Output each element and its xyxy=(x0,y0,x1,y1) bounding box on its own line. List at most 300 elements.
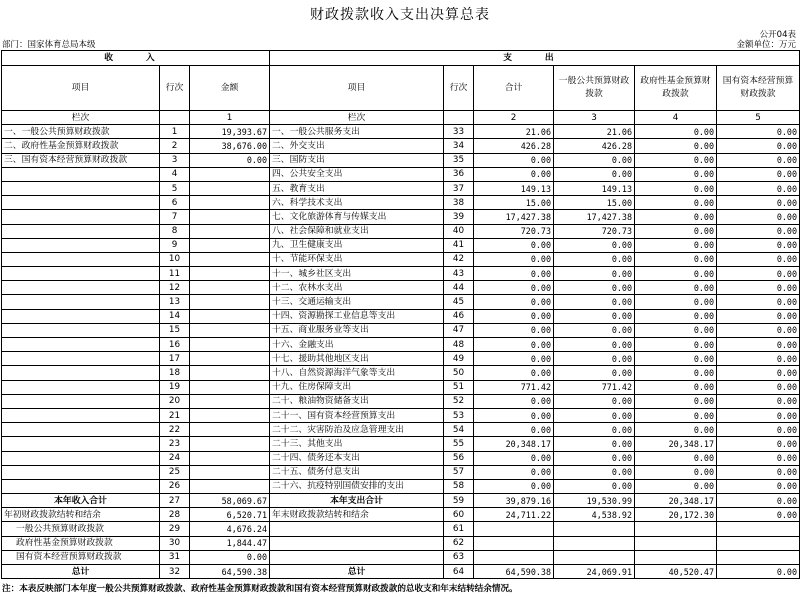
expense-item: 十七、援助其他地区支出 xyxy=(270,352,444,366)
table-row xyxy=(2,338,800,352)
income-amount xyxy=(190,423,270,437)
expense-item: 总计 xyxy=(270,565,444,579)
income-row-no: 13 xyxy=(160,295,190,309)
expense-item: 二十、粮油物资储备支出 xyxy=(270,394,444,408)
expense-total: 24,711.22 xyxy=(474,508,554,522)
table-row xyxy=(2,323,800,337)
expense-row-no: 46 xyxy=(444,309,474,323)
expense-row-no: 40 xyxy=(444,224,474,238)
expense-state: 0.00 xyxy=(717,238,800,252)
expense-fund: 0.00 xyxy=(635,167,717,181)
income-row-no: 7 xyxy=(160,210,190,224)
table-row xyxy=(2,238,800,252)
expense-fund: 0.00 xyxy=(635,252,717,266)
expense-total xyxy=(474,550,554,564)
income-amount xyxy=(190,352,270,366)
expense-row-no: 34 xyxy=(444,139,474,153)
income-item xyxy=(2,423,160,437)
income-item: 三、国有资本经营预算财政拨款 xyxy=(2,153,160,167)
expense-item: 十四、资源勘探工业信息等支出 xyxy=(270,309,444,323)
income-item xyxy=(2,352,160,366)
expense-state: 0.00 xyxy=(717,394,800,408)
expense-total: 0.00 xyxy=(474,352,554,366)
table-row xyxy=(2,366,800,380)
expense-total: 64,590.38 xyxy=(474,565,554,579)
income-amount xyxy=(190,338,270,352)
income-row-no: 1 xyxy=(160,125,190,139)
expense-general: 149.13 xyxy=(554,181,635,195)
income-amount: 0.00 xyxy=(190,153,270,167)
income-row-no: 25 xyxy=(160,465,190,479)
carry-sub-row xyxy=(2,522,800,536)
income-amount xyxy=(190,252,270,266)
expense-general: 15.00 xyxy=(554,196,635,210)
income-item xyxy=(2,380,160,394)
expense-general: 4,538.92 xyxy=(554,508,635,522)
expense-total: 720.73 xyxy=(474,224,554,238)
income-row-no: 3 xyxy=(160,153,190,167)
income-amount xyxy=(190,281,270,295)
expense-state: 0.00 xyxy=(717,352,800,366)
carry-sub-row xyxy=(2,550,800,564)
income-row-no: 21 xyxy=(160,408,190,422)
expense-total: 0.00 xyxy=(474,394,554,408)
table-row xyxy=(2,139,800,153)
expense-row-no: 53 xyxy=(444,408,474,422)
income-amount: 38,676.00 xyxy=(190,139,270,153)
income-row-no: 26 xyxy=(160,479,190,493)
income-row-no: 15 xyxy=(160,323,190,337)
expense-item: 二十六、抗疫特别国债安排的支出 xyxy=(270,479,444,493)
income-item xyxy=(2,210,160,224)
income-item xyxy=(2,437,160,451)
fund-budget-header: 政府性基金预算财政拨款 xyxy=(635,66,717,111)
income-item xyxy=(2,366,160,380)
expense-rowno-header: 行次 xyxy=(444,66,474,111)
expense-general: 17,427.38 xyxy=(554,210,635,224)
expense-total: 0.00 xyxy=(474,465,554,479)
expense-total: 0.00 xyxy=(474,295,554,309)
column-index-label: 栏次 xyxy=(270,111,444,125)
expense-fund: 0.00 xyxy=(635,281,717,295)
expense-item: 五、教育支出 xyxy=(270,181,444,195)
expense-fund: 0.00 xyxy=(635,196,717,210)
income-row-no: 31 xyxy=(160,550,190,564)
expense-row-no: 39 xyxy=(444,210,474,224)
department-label: 部门：国家体育总局本级 xyxy=(2,40,96,50)
income-item xyxy=(2,338,160,352)
expense-state: 0.00 xyxy=(717,252,800,266)
income-amount xyxy=(190,366,270,380)
expense-state xyxy=(717,536,800,550)
income-item: 一、一般公共预算财政拨款 xyxy=(2,125,160,139)
expense-row-no: 55 xyxy=(444,437,474,451)
expense-item xyxy=(270,522,444,536)
report-meta xyxy=(0,28,800,50)
table-row xyxy=(2,423,800,437)
expense-state: 0.00 xyxy=(717,309,800,323)
expense-total: 0.00 xyxy=(474,309,554,323)
table-row xyxy=(2,295,800,309)
expense-total: 0.00 xyxy=(474,167,554,181)
expense-item: 年末财政拨款结转和结余 xyxy=(270,508,444,522)
expense-item: 二十五、债务付息支出 xyxy=(270,465,444,479)
income-amount xyxy=(190,295,270,309)
income-row-no: 14 xyxy=(160,309,190,323)
expense-general: 0.00 xyxy=(554,153,635,167)
expense-fund: 0.00 xyxy=(635,323,717,337)
grand-total-row xyxy=(2,565,800,579)
expense-general: 24,069.91 xyxy=(554,565,635,579)
expense-total: 0.00 xyxy=(474,338,554,352)
income-row-no: 10 xyxy=(160,252,190,266)
expense-state: 0.00 xyxy=(717,267,800,281)
expense-general: 0.00 xyxy=(554,338,635,352)
expense-row-no: 62 xyxy=(444,536,474,550)
expense-item: 十五、商业服务业等支出 xyxy=(270,323,444,337)
expense-total: 0.00 xyxy=(474,323,554,337)
expense-total: 0.00 xyxy=(474,238,554,252)
expense-item: 四、公共安全支出 xyxy=(270,167,444,181)
expense-item: 二十三、其他支出 xyxy=(270,437,444,451)
income-amount xyxy=(190,323,270,337)
expense-state: 0.00 xyxy=(717,167,800,181)
expense-general: 0.00 xyxy=(554,309,635,323)
section-header-row xyxy=(2,51,800,66)
income-amount xyxy=(190,267,270,281)
expense-item: 六、科学技术支出 xyxy=(270,196,444,210)
general-budget-header: 一般公共预算财政拨款 xyxy=(554,66,635,111)
expense-fund: 0.00 xyxy=(635,210,717,224)
expense-row-no: 45 xyxy=(444,295,474,309)
table-row xyxy=(2,281,800,295)
expense-item: 十二、农林水支出 xyxy=(270,281,444,295)
expense-item: 三、国防支出 xyxy=(270,153,444,167)
expense-state: 0.00 xyxy=(717,366,800,380)
income-amount: 58,069.67 xyxy=(190,494,270,508)
expense-fund: 0.00 xyxy=(635,139,717,153)
column-index: 4 xyxy=(635,111,717,125)
expense-general: 21.06 xyxy=(554,125,635,139)
expense-row-no: 37 xyxy=(444,181,474,195)
expense-row-no: 52 xyxy=(444,394,474,408)
expense-fund: 40,520.47 xyxy=(635,565,717,579)
income-item xyxy=(2,281,160,295)
expense-state: 0.00 xyxy=(717,479,800,493)
expense-fund: 0.00 xyxy=(635,238,717,252)
expense-state: 0.00 xyxy=(717,508,800,522)
expense-row-no: 49 xyxy=(444,352,474,366)
expense-item: 十、节能环保支出 xyxy=(270,252,444,266)
expense-row-no: 57 xyxy=(444,465,474,479)
expense-total: 0.00 xyxy=(474,423,554,437)
income-row-no: 11 xyxy=(160,267,190,281)
expense-state: 0.00 xyxy=(717,125,800,139)
income-row-no: 12 xyxy=(160,281,190,295)
income-amount xyxy=(190,167,270,181)
expense-state: 0.00 xyxy=(717,323,800,337)
expense-total xyxy=(474,536,554,550)
table-row xyxy=(2,196,800,210)
expense-item: 本年支出合计 xyxy=(270,494,444,508)
expense-state: 0.00 xyxy=(717,139,800,153)
expense-row-no: 47 xyxy=(444,323,474,337)
expense-general: 0.00 xyxy=(554,437,635,451)
income-amount: 6,520.71 xyxy=(190,508,270,522)
table-row xyxy=(2,153,800,167)
expense-fund xyxy=(635,522,717,536)
expense-general: 0.00 xyxy=(554,451,635,465)
expense-item: 二十四、债务还本支出 xyxy=(270,451,444,465)
expense-fund xyxy=(635,550,717,564)
income-item xyxy=(2,295,160,309)
expense-row-no: 38 xyxy=(444,196,474,210)
expense-fund: 0.00 xyxy=(635,338,717,352)
income-amount xyxy=(190,196,270,210)
income-amount xyxy=(190,451,270,465)
income-row-no: 8 xyxy=(160,224,190,238)
income-amount xyxy=(190,224,270,238)
table-row xyxy=(2,252,800,266)
expense-fund: 0.00 xyxy=(635,267,717,281)
expense-general: 720.73 xyxy=(554,224,635,238)
expense-row-no: 59 xyxy=(444,494,474,508)
expense-row-no: 63 xyxy=(444,550,474,564)
income-item xyxy=(2,167,160,181)
expense-item: 十八、自然资源海洋气象等支出 xyxy=(270,366,444,380)
income-amount: 0.00 xyxy=(190,550,270,564)
expense-general: 0.00 xyxy=(554,366,635,380)
expense-row-no: 36 xyxy=(444,167,474,181)
expense-state: 0.00 xyxy=(717,437,800,451)
expense-row-no: 58 xyxy=(444,479,474,493)
income-amount xyxy=(190,394,270,408)
income-row-no: 32 xyxy=(160,565,190,579)
income-amount xyxy=(190,437,270,451)
income-amount xyxy=(190,479,270,493)
expense-fund: 0.00 xyxy=(635,366,717,380)
expense-row-no: 35 xyxy=(444,153,474,167)
expense-fund: 0.00 xyxy=(635,224,717,238)
expense-state: 0.00 xyxy=(717,494,800,508)
table-row xyxy=(2,408,800,422)
income-header: 收 入 xyxy=(2,51,270,66)
expense-total: 771.42 xyxy=(474,380,554,394)
expense-general: 0.00 xyxy=(554,167,635,181)
expense-state: 0.00 xyxy=(717,380,800,394)
expense-state: 0.00 xyxy=(717,281,800,295)
expense-row-no: 54 xyxy=(444,423,474,437)
expense-fund: 0.00 xyxy=(635,451,717,465)
column-index: 1 xyxy=(190,111,270,125)
expense-row-no: 42 xyxy=(444,252,474,266)
expense-general xyxy=(554,522,635,536)
expense-fund: 20,172.30 xyxy=(635,508,717,522)
expense-general: 19,530.99 xyxy=(554,494,635,508)
income-amount xyxy=(190,309,270,323)
income-row-no: 2 xyxy=(160,139,190,153)
table-row xyxy=(2,437,800,451)
expense-state: 0.00 xyxy=(717,423,800,437)
expense-total: 0.00 xyxy=(474,252,554,266)
table-row xyxy=(2,394,800,408)
footnote: 注：本表反映部门本年度一般公共预算财政拨款、政府性基金预算财政拨款和国有资本经营预算财政拨款的总收支和年末结转结余情况。 xyxy=(2,584,518,595)
expense-header: 支 出 xyxy=(270,51,800,66)
expense-general: 0.00 xyxy=(554,479,635,493)
expense-total: 0.00 xyxy=(474,408,554,422)
table-row xyxy=(2,380,800,394)
expense-fund: 0.00 xyxy=(635,394,717,408)
income-row-no: 17 xyxy=(160,352,190,366)
empty-cell xyxy=(444,111,474,125)
expense-general: 0.00 xyxy=(554,323,635,337)
income-amount: 1,844.47 xyxy=(190,536,270,550)
income-item xyxy=(2,224,160,238)
income-item xyxy=(2,181,160,195)
income-item-header: 项目 xyxy=(2,66,160,111)
income-amount: 4,676.24 xyxy=(190,522,270,536)
income-row-no: 9 xyxy=(160,238,190,252)
subtotal-row xyxy=(2,494,800,508)
expense-fund: 0.00 xyxy=(635,380,717,394)
expense-item: 七、文化旅游体育与传媒支出 xyxy=(270,210,444,224)
table-row xyxy=(2,181,800,195)
expense-row-no: 43 xyxy=(444,267,474,281)
unit-label: 金额单位：万元 xyxy=(736,40,796,50)
expense-fund: 0.00 xyxy=(635,181,717,195)
expense-item xyxy=(270,550,444,564)
income-item: 本年收入合计 xyxy=(2,494,160,508)
income-amount xyxy=(190,210,270,224)
income-rowno-header: 行次 xyxy=(160,66,190,111)
table-row xyxy=(2,465,800,479)
expense-state: 0.00 xyxy=(717,465,800,479)
expense-general: 0.00 xyxy=(554,252,635,266)
table-row xyxy=(2,167,800,181)
expense-row-no: 48 xyxy=(444,338,474,352)
expense-general: 0.00 xyxy=(554,423,635,437)
income-amount xyxy=(190,181,270,195)
income-row-no: 16 xyxy=(160,338,190,352)
expense-general xyxy=(554,536,635,550)
column-index-row xyxy=(2,111,800,125)
expense-fund: 20,348.17 xyxy=(635,437,717,451)
expense-row-no: 44 xyxy=(444,281,474,295)
expense-general: 0.00 xyxy=(554,238,635,252)
expense-general: 0.00 xyxy=(554,267,635,281)
income-row-no: 30 xyxy=(160,536,190,550)
income-item: 总计 xyxy=(2,565,160,579)
income-row-no: 27 xyxy=(160,494,190,508)
income-item xyxy=(2,267,160,281)
income-item xyxy=(2,451,160,465)
report-title: 财政拨款收入支出决算总表 xyxy=(310,7,490,23)
income-row-no: 24 xyxy=(160,451,190,465)
income-item: 国有资本经营预算财政拨款 xyxy=(2,550,160,564)
expense-total: 39,879.16 xyxy=(474,494,554,508)
expense-state xyxy=(717,522,800,536)
income-item xyxy=(2,465,160,479)
income-row-no: 18 xyxy=(160,366,190,380)
expense-state: 0.00 xyxy=(717,196,800,210)
income-row-no: 5 xyxy=(160,181,190,195)
income-row-no: 22 xyxy=(160,423,190,437)
budget-table xyxy=(1,50,800,579)
expense-general: 0.00 xyxy=(554,295,635,309)
income-row-no: 19 xyxy=(160,380,190,394)
expense-fund: 20,348.17 xyxy=(635,494,717,508)
expense-item: 八、社会保障和就业支出 xyxy=(270,224,444,238)
expense-row-no: 50 xyxy=(444,366,474,380)
column-index-label: 栏次 xyxy=(2,111,160,125)
form-code: 公开04表 xyxy=(759,30,796,40)
income-item xyxy=(2,196,160,210)
expense-item: 二、外交支出 xyxy=(270,139,444,153)
expense-item: 一、一般公共服务支出 xyxy=(270,125,444,139)
income-item xyxy=(2,394,160,408)
expense-fund xyxy=(635,536,717,550)
column-index: 5 xyxy=(717,111,800,125)
expense-total: 0.00 xyxy=(474,366,554,380)
income-item xyxy=(2,252,160,266)
expense-total: 15.00 xyxy=(474,196,554,210)
expense-state: 0.00 xyxy=(717,451,800,465)
expense-item: 二十二、灾害防治及应急管理支出 xyxy=(270,423,444,437)
income-amount xyxy=(190,238,270,252)
expense-total: 426.28 xyxy=(474,139,554,153)
expense-fund: 0.00 xyxy=(635,408,717,422)
income-item: 年初财政拨款结转和结余 xyxy=(2,508,160,522)
income-item xyxy=(2,479,160,493)
table-row xyxy=(2,210,800,224)
income-row-no: 23 xyxy=(160,437,190,451)
income-item: 二、政府性基金预算财政拨款 xyxy=(2,139,160,153)
table-row xyxy=(2,479,800,493)
expense-general xyxy=(554,550,635,564)
expense-general: 0.00 xyxy=(554,352,635,366)
expense-fund: 0.00 xyxy=(635,352,717,366)
expense-total: 20,348.17 xyxy=(474,437,554,451)
table-row xyxy=(2,224,800,238)
expense-general: 0.00 xyxy=(554,394,635,408)
expense-item: 九、卫生健康支出 xyxy=(270,238,444,252)
income-item: 一般公共预算财政拨款 xyxy=(2,522,160,536)
expense-fund: 0.00 xyxy=(635,309,717,323)
state-capital-header: 国有资本经营预算财政拨款 xyxy=(717,66,800,111)
income-row-no: 28 xyxy=(160,508,190,522)
column-index: 3 xyxy=(554,111,635,125)
income-amount xyxy=(190,408,270,422)
table-row xyxy=(2,309,800,323)
expense-fund: 0.00 xyxy=(635,153,717,167)
expense-fund: 0.00 xyxy=(635,295,717,309)
expense-total xyxy=(474,522,554,536)
expense-row-no: 56 xyxy=(444,451,474,465)
expense-item xyxy=(270,536,444,550)
income-row-no: 20 xyxy=(160,394,190,408)
expense-item: 二十一、国有资本经营预算支出 xyxy=(270,408,444,422)
expense-row-no: 33 xyxy=(444,125,474,139)
expense-state: 0.00 xyxy=(717,408,800,422)
expense-total: 0.00 xyxy=(474,267,554,281)
expense-general: 0.00 xyxy=(554,281,635,295)
expense-item: 十一、城乡社区支出 xyxy=(270,267,444,281)
empty-cell xyxy=(160,111,190,125)
expense-fund: 0.00 xyxy=(635,423,717,437)
income-item xyxy=(2,323,160,337)
expense-total: 17,427.38 xyxy=(474,210,554,224)
total-header: 合计 xyxy=(474,66,554,111)
